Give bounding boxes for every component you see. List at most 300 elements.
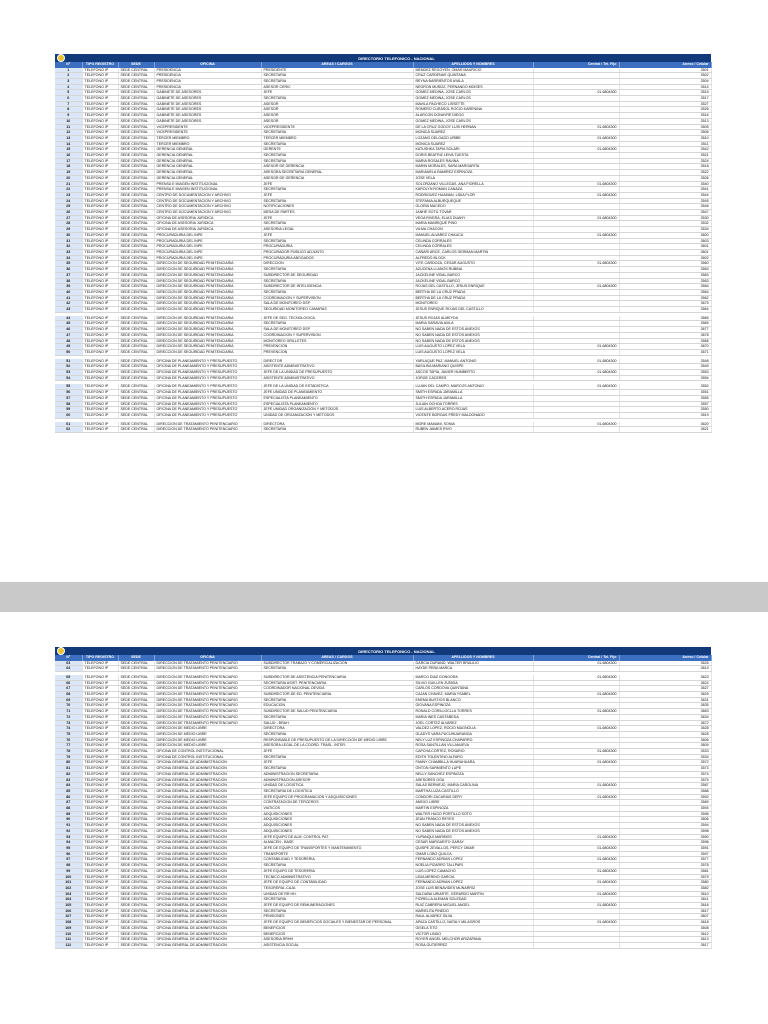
full-name-cell: JACKELINE VIDAL BARCO	[413, 272, 533, 278]
row-number-cell: 70	[55, 703, 82, 709]
record-type-cell: TELEFONO IP	[82, 153, 118, 159]
row-number-cell: 77	[55, 743, 82, 749]
extension-cell: 3575	[619, 777, 711, 783]
office-cell: CENTRO DE DOCUMENTACION Y ARCHIVO	[154, 192, 261, 198]
extension-cell: 3631	[619, 697, 711, 703]
header-record-type: TIPO REGISTRO	[82, 62, 118, 68]
record-type-cell: TELEFONO IP	[82, 840, 118, 846]
record-type-cell: TELEFONO IP	[82, 931, 118, 937]
office-cell: DIRECCION DE TRATAMIENTO PENITENCIARIO	[154, 675, 261, 680]
record-type-cell: TELEFONO IP	[82, 407, 118, 413]
position-cell: TESORERIA -CAJA	[261, 885, 413, 891]
position-cell: SECRETARIA	[261, 158, 413, 164]
position-cell: JEFE EQUIPO DE TESORERIA	[261, 868, 413, 874]
row-number-cell: 11	[55, 124, 82, 130]
extension-cell: 3635	[619, 703, 711, 709]
office-seat-cell: SEDE CENTRAL	[118, 295, 154, 301]
office-cell: OFICINA GENERAL DE ADMINISTRACION	[154, 766, 261, 772]
landline-cell: 01-6804300	[533, 284, 619, 290]
record-type-cell: TELEFONO IP	[82, 284, 118, 290]
position-cell: BENEFICIOS	[261, 931, 413, 937]
office-cell: CENTRO DE DOCUMENTACION Y ARCHIVO	[154, 198, 261, 204]
record-type-cell: TELEFONO IP	[82, 422, 118, 427]
office-seat-cell: SEDE CENTRAL	[118, 375, 154, 381]
full-name-cell: NEGRON MUÑOZ, FERNANDO MOISES	[413, 84, 533, 90]
record-type-cell: TELEFONO IP	[82, 73, 118, 79]
logo-cell	[55, 647, 82, 655]
office-seat-cell: SEDE CENTRAL	[118, 261, 154, 267]
office-cell: DIRECCION DE TRATAMIENTO PENITENCIARIO	[154, 661, 261, 666]
office-seat-cell: SEDE CENTRAL	[118, 766, 154, 772]
record-type-cell: TELEFONO IP	[82, 851, 118, 857]
row-number-cell: 108	[55, 920, 82, 926]
row-number-cell: 35	[55, 261, 82, 267]
office-seat-cell: SEDE CENTRAL	[118, 703, 154, 709]
record-type-cell: TELEFONO IP	[82, 295, 118, 301]
extension-cell: 3551	[619, 390, 711, 396]
full-name-cell: KATUSHKA TAPIA SOLARI	[413, 147, 533, 153]
record-type-cell: TELEFONO IP	[82, 709, 118, 715]
record-type-cell: TELEFONO IP	[82, 344, 118, 350]
landline-cell: 01-6804300	[533, 692, 619, 698]
office-seat-cell: SEDE CENTRAL	[118, 130, 154, 136]
office-cell: DIRECCION DE SEGURIDAD PENITENCIARIA	[154, 261, 261, 267]
row-number-cell: 93	[55, 834, 82, 840]
office-cell: OFICINA DE PLANEAMIENTO Y PRESUPUESTO	[154, 390, 261, 396]
office-cell: OFICINA DE CONTROL INSTITUCIONAL	[154, 754, 261, 760]
record-type-cell: TELEFONO IP	[82, 697, 118, 703]
row-number-cell: 34	[55, 255, 82, 261]
record-type-cell: TELEFONO IP	[82, 250, 118, 256]
full-name-cell: LUIS LOPEZ CAMACHO	[413, 868, 533, 874]
office-cell: OFICINA DE PLANEAMIENTO Y PRESUPUESTO	[154, 364, 261, 370]
office-seat-cell: SEDE CENTRAL	[118, 141, 154, 147]
extension-cell: 3573	[619, 766, 711, 772]
record-type-cell: TELEFONO IP	[82, 401, 118, 407]
office-cell: OFICINA GENERAL DE ADMINISTRACION	[154, 788, 261, 794]
position-cell: VICEPRESIDENTE	[261, 124, 413, 130]
full-name-cell: RODRIGUEZ HUAMAN, LIDIA FLOR	[413, 192, 533, 198]
record-type-cell: TELEFONO IP	[82, 891, 118, 897]
record-type-cell: TELEFONO IP	[82, 846, 118, 852]
position-cell: JEFE UNIDAD DE PLANEAMIENTO	[261, 390, 413, 396]
office-cell: DIRECCION DE SEGURIDAD PENITENCIARIA	[154, 289, 261, 295]
full-name-cell: VALDEZ LOPEZ, ROCIO MAGNOLIA	[413, 726, 533, 732]
record-type-cell: TELEFONO IP	[82, 880, 118, 886]
landline-cell: 01-6804300	[533, 834, 619, 840]
position-cell: SECRETARIA	[261, 221, 413, 227]
extension-cell: 3560	[619, 261, 711, 267]
office-seat-cell: SEDE CENTRAL	[118, 885, 154, 891]
full-name-cell: MARTIN ESPINOZA	[413, 806, 533, 812]
record-type-cell: TELEFONO IP	[82, 720, 118, 726]
position-cell: JEFE DE EQUIPO DE CONTABILIDAD	[261, 880, 413, 886]
position-cell: JEFE	[261, 192, 413, 198]
position-cell: JEFE DE EQUIPO DE REMUNERACIONES	[261, 903, 413, 909]
record-type-cell: TELEFONO IP	[82, 874, 118, 880]
position-cell: CONTRATACION DE TERCEROS	[261, 800, 413, 806]
landline-cell	[533, 427, 619, 433]
full-name-cell: EDITH TOLENTINO ALFARO	[413, 754, 533, 760]
office-cell: OFICINA DE ASESORIA JURIDICA	[154, 215, 261, 221]
row-number-cell: 44	[55, 316, 82, 321]
row-number-cell: 112	[55, 942, 82, 948]
position-cell: SECRETARIA DE LOGISTICA	[261, 788, 413, 794]
office-seat-cell: SEDE CENTRAL	[118, 78, 154, 84]
record-type-cell: TELEFONO IP	[82, 227, 118, 233]
row-number-cell: 17	[55, 158, 82, 164]
extension-cell: 3564	[619, 307, 711, 313]
position-cell: GERENTE	[261, 147, 413, 153]
record-type-cell: TELEFONO IP	[82, 908, 118, 914]
header-full-name: APELLIDOS Y NOMBRES	[413, 62, 533, 68]
landline-cell: 01-6804300	[533, 903, 619, 909]
office-cell: OFICINA DE PLANEAMIENTO Y PRESUPUESTO	[154, 384, 261, 389]
record-type-cell: TELEFONO IP	[82, 321, 118, 327]
office-cell: VICEPRESIDENTE	[154, 130, 261, 136]
header-landline: Central / Tel. Fijo	[533, 62, 619, 68]
position-cell: JEFE DE LA UNIDAD DE PRESUPUESTO	[261, 370, 413, 376]
position-cell: ASESOR DE GERENCIA	[261, 164, 413, 170]
extension-cell: 3628	[619, 726, 711, 732]
row-number-cell: 53	[55, 370, 82, 376]
office-seat-cell: SEDE CENTRAL	[118, 686, 154, 692]
row-number-cell: 67	[55, 686, 82, 692]
record-type-cell: TELEFONO IP	[82, 267, 118, 273]
landline-cell: 01-6804300	[533, 794, 619, 800]
directory-title: DIRECTORIO TELEFONICO - NACIONAL	[82, 54, 711, 62]
extension-cell: 3606	[619, 737, 711, 743]
office-cell: OFICINA DE ASESORIA JURIDICA	[154, 221, 261, 227]
office-cell: GABINETE DE ASESORES	[154, 118, 261, 124]
record-type-cell: TELEFONO IP	[82, 96, 118, 102]
row-number-cell: 3	[55, 78, 82, 84]
row-number-cell: 25	[55, 204, 82, 210]
office-seat-cell: SEDE CENTRAL	[118, 709, 154, 715]
extension-cell: 3534	[619, 227, 711, 233]
position-cell: UNIDAD DE RR.HH.	[261, 891, 413, 897]
position-cell: VIATICOS	[261, 806, 413, 812]
extension-cell: 3526	[619, 175, 711, 181]
office-cell: PROCURADURIA DEL INPE	[154, 232, 261, 238]
extension-cell: 3505	[619, 124, 711, 130]
full-name-cell: MAVILA PACHECO LISSETTE	[413, 101, 533, 107]
extension-cell: 3582	[619, 885, 711, 891]
row-number-cell: 111	[55, 937, 82, 943]
office-cell: OFICINA DE PLANEAMIENTO Y PRESUPUESTO	[154, 375, 261, 381]
row-number-cell: 48	[55, 338, 82, 344]
extension-cell: 3544	[619, 192, 711, 198]
position-cell: ASISTENCIA SOCIAL	[261, 942, 413, 948]
position-cell: ASISTENTE ADMINISTRATIVO	[261, 364, 413, 370]
position-cell: SECRETARIA ASIST. PENITENCIARIA	[261, 680, 413, 686]
record-type-cell: TELEFONO IP	[82, 215, 118, 221]
row-number-cell: 31	[55, 238, 82, 244]
office-cell: TERCER MIEMBRO	[154, 141, 261, 147]
position-cell: ASESORIA LEGAL	[261, 227, 413, 233]
office-seat-cell: SEDE CENTRAL	[118, 743, 154, 749]
row-number-cell: 45	[55, 321, 82, 327]
full-name-cell: VICTOR LINDO	[413, 931, 533, 937]
position-cell: SUBDIRECTOR DE ASISTENCIA PENITENCIARIA	[261, 675, 413, 680]
office-seat-cell: SEDE CENTRAL	[118, 891, 154, 897]
landline-cell: 01-6804300	[533, 749, 619, 755]
row-number-cell: 103	[55, 891, 82, 897]
directory-title: DIRECTORIO TELEFONICO - NACIONAL	[82, 647, 711, 655]
office-cell: PROCURADURIA DEL INPE	[154, 244, 261, 250]
full-name-cell: JANHE SOTIL TOVAR	[413, 210, 533, 216]
office-cell: OFICINA GENERAL DE ADMINISTRACION	[154, 823, 261, 829]
header-extension: Anexo / Celular	[619, 62, 711, 68]
office-seat-cell: SEDE CENTRAL	[118, 135, 154, 141]
landline-cell: 01-6804300	[533, 783, 619, 789]
row-number-cell: 55	[55, 384, 82, 389]
record-type-cell: TELEFONO IP	[82, 307, 118, 313]
office-seat-cell: SEDE CENTRAL	[118, 840, 154, 846]
full-name-cell: CESAR MARGARITO GARAY	[413, 840, 533, 846]
record-type-cell: TELEFONO IP	[82, 680, 118, 686]
full-name-cell: VILMA CHACON	[413, 227, 533, 233]
office-cell: OFICINA GENERAL DE ADMINISTRACION	[154, 903, 261, 909]
row-number-cell: 54	[55, 375, 82, 381]
office-cell: OFICINA GENERAL DE ADMINISTRACION	[154, 931, 261, 937]
row-number-cell: 29	[55, 227, 82, 233]
record-type-cell: TELEFONO IP	[82, 68, 118, 73]
record-type-cell: TELEFONO IP	[82, 806, 118, 812]
office-cell: DIRECCION DE SEGURIDAD PENITENCIARIA	[154, 307, 261, 313]
position-cell: PREVENCION	[261, 349, 413, 355]
position-cell: PREVENCION	[261, 344, 413, 350]
header-full-name: APELLIDOS Y NOMBRES	[413, 655, 533, 661]
position-cell: CONTABILIDAD Y TESORERIA	[261, 857, 413, 863]
office-seat-cell: SEDE CENTRAL	[118, 284, 154, 290]
full-name-cell: SMITH ESPADA JARAMILLA	[413, 395, 533, 401]
record-type-cell: TELEFONO IP	[82, 834, 118, 840]
directory-table-2	[55, 647, 712, 949]
full-name-cell: JESUS ROJAS ALMEYDA	[413, 316, 533, 321]
full-name-cell: LUIS AUGUSTO LOPEZ VELA	[413, 349, 533, 355]
record-type-cell: TELEFONO IP	[82, 124, 118, 130]
extension-cell: 3577	[619, 857, 711, 863]
extension-cell: 3617	[619, 908, 711, 914]
position-cell: JEFE DE LA UNIDAD DE ESTADISTICA	[261, 384, 413, 389]
record-type-cell: TELEFONO IP	[82, 661, 118, 666]
extension-cell: 3677	[619, 327, 711, 333]
position-cell: ADQUISICIONES	[261, 828, 413, 834]
record-type-cell: TELEFONO IP	[82, 244, 118, 250]
office-cell: DIRECCION DE SEGURIDAD PENITENCIARIA	[154, 344, 261, 350]
row-number-cell: 92	[55, 828, 82, 834]
office-cell: DIRECCION DE SEGURIDAD PENITENCIARIA	[154, 267, 261, 273]
header-office-seat: SEDE	[118, 655, 154, 661]
full-name-cell: LUIS AUGUSTO LOPEZ VELA	[413, 344, 533, 350]
landline-cell: 01-6804300	[533, 709, 619, 715]
row-number-cell: 101	[55, 880, 82, 886]
full-name-cell: ROSA SANTILLAN VILLANUEVA	[413, 743, 533, 749]
position-cell: SECRETARIA	[261, 863, 413, 869]
office-cell: DIRECCION DE SEGURIDAD PENITENCIARIA	[154, 338, 261, 344]
position-cell: TERCER MIEMBRO	[261, 135, 413, 141]
row-number-cell: 110	[55, 931, 82, 937]
full-name-cell: MONITOREO	[413, 301, 533, 307]
office-cell: CENTRO DE DOCUMENTACION Y ARCHIVO	[154, 204, 261, 210]
extension-cell: 3594	[619, 806, 711, 812]
extension-cell: 3564	[619, 284, 711, 290]
office-cell: DIRECCION DE TRATAMIENTO PENITENCIARIO	[154, 703, 261, 709]
record-type-cell: TELEFONO IP	[82, 238, 118, 244]
record-type-cell: TELEFONO IP	[82, 158, 118, 164]
office-seat-cell: SEDE CENTRAL	[118, 675, 154, 680]
record-type-cell: TELEFONO IP	[82, 107, 118, 113]
extension-cell: 3592	[619, 794, 711, 800]
position-cell: SECRETARIA	[261, 321, 413, 327]
directory-table-1	[55, 54, 712, 433]
full-name-cell: CAJAN CHAVEZ, MARIA YSABEL	[413, 692, 533, 698]
office-cell: CENTRO DE DOCUMENTACION Y ARCHIVO	[154, 210, 261, 216]
full-name-cell: CRUZ CARDENAS QUINTANA	[413, 73, 533, 79]
extension-cell: 3502	[619, 73, 711, 79]
landline-cell: 01-6804300	[533, 90, 619, 96]
position-cell: COORDINACION Y SUPERVISION	[261, 295, 413, 301]
office-cell: OFICINA GENERAL DE ADMINISTRACION	[154, 777, 261, 783]
office-seat-cell: SEDE CENTRAL	[118, 289, 154, 295]
full-name-cell: GOMEZ MEDINA, JOSE CARLOS	[413, 118, 533, 124]
full-name-cell: ROJAS DEL CASTILLO, JESUS ENRIQUE	[413, 284, 533, 290]
office-cell: OFICINA GENERAL DE ADMINISTRACION	[154, 914, 261, 920]
extension-cell: 3621	[619, 427, 711, 433]
row-number-cell: 95	[55, 846, 82, 852]
row-number-cell: 43	[55, 307, 82, 313]
office-seat-cell: SEDE CENTRAL	[118, 73, 154, 79]
row-number-cell: 68	[55, 692, 82, 698]
office-seat-cell: SEDE CENTRAL	[118, 332, 154, 338]
office-seat-cell: SEDE CENTRAL	[118, 307, 154, 313]
full-name-cell: JACKELINE VIDAL BARCO	[413, 278, 533, 284]
office-seat-cell: SEDE CENTRAL	[118, 301, 154, 307]
extension-cell: 3563	[619, 278, 711, 284]
office-seat-cell: SEDE CENTRAL	[118, 96, 154, 102]
office-cell: DIRECCION DE TRATAMIENTO PENITENCIARIO	[154, 697, 261, 703]
record-type-cell: TELEFONO IP	[82, 794, 118, 800]
position-cell: SUBDIRECTOR DE SALUD PENITENCIARIA	[261, 709, 413, 715]
row-number-cell: 90	[55, 817, 82, 823]
position-cell: UNIDAD DE LOGISTICA	[261, 783, 413, 789]
extension-cell: 3589	[619, 800, 711, 806]
office-cell: DIRECCION DE SEGURIDAD PENITENCIARIA	[154, 321, 261, 327]
office-seat-cell: SEDE CENTRAL	[118, 68, 154, 73]
position-cell: DIRECTORA	[261, 726, 413, 732]
extension-cell: 3519	[619, 412, 711, 418]
extension-cell: 3564	[619, 289, 711, 295]
full-name-cell: JOSE VELA	[413, 175, 533, 181]
record-type-cell: TELEFONO IP	[82, 885, 118, 891]
full-name-cell: FIORELLA ALEMAN SOLEDAD	[413, 897, 533, 903]
office-seat-cell: SEDE CENTRAL	[118, 731, 154, 737]
extension-cell: 3601	[619, 250, 711, 256]
extension-cell: 3609	[619, 743, 711, 749]
landline-cell: 01-6804300	[533, 661, 619, 666]
office-cell: DIRECCION DE SEGURIDAD PENITENCIARIA	[154, 349, 261, 355]
extension-cell: 3554	[619, 375, 711, 381]
position-cell: MESA DE PARTES	[261, 210, 413, 216]
landline-cell: 01-6804300	[533, 920, 619, 926]
extension-cell: 3514	[619, 84, 711, 90]
header-office-seat: SEDE	[118, 62, 154, 68]
record-type-cell: TELEFONO IP	[82, 675, 118, 680]
row-number-cell: 19	[55, 170, 82, 176]
row-number-cell: 69	[55, 697, 82, 703]
record-type-cell: TELEFONO IP	[82, 384, 118, 389]
row-number-cell: 79	[55, 754, 82, 760]
position-cell: ASESOR CERIC	[261, 84, 413, 90]
extension-cell: 3596	[619, 840, 711, 846]
full-name-cell: MARIANELA RAMIREZ ESPINOZA	[413, 170, 533, 176]
row-number-cell: 30	[55, 232, 82, 238]
record-type-cell: TELEFONO IP	[82, 164, 118, 170]
logo-cell	[55, 54, 82, 62]
extension-cell: 3524	[619, 158, 711, 164]
office-cell: OFICINA GENERAL DE ADMINISTRACION	[154, 874, 261, 880]
full-name-cell: VITE CARDOZA, CESAR AUGUSTO	[413, 261, 533, 267]
row-number-cell: 78	[55, 749, 82, 755]
office-cell: OFICINA GENERAL DE ADMINISTRACION	[154, 828, 261, 834]
extension-cell: 3578	[619, 863, 711, 869]
full-name-cell: OMAR LOBO QUILCA	[413, 851, 533, 857]
header-office: OFICINA	[154, 655, 261, 661]
row-number-cell: 64	[55, 666, 82, 672]
row-number-cell: 16	[55, 153, 82, 159]
position-cell: ADMINISTRACION ASESOR	[261, 777, 413, 783]
row-number-cell: 13	[55, 135, 82, 141]
extension-cell: 3563	[619, 272, 711, 278]
landline-cell	[533, 942, 619, 948]
position-cell: JEFE	[261, 90, 413, 96]
record-type-cell: TELEFONO IP	[82, 714, 118, 720]
office-seat-cell: SEDE CENTRAL	[118, 920, 154, 926]
record-type-cell: TELEFONO IP	[82, 175, 118, 181]
office-seat-cell: SEDE CENTRAL	[118, 714, 154, 720]
extension-cell: 3527	[619, 101, 711, 107]
landline-cell: 01-6804300	[533, 384, 619, 389]
full-name-cell: RONALD CORILLOCLLA TORRES	[413, 709, 533, 715]
office-seat-cell: SEDE CENTRAL	[118, 170, 154, 176]
position-cell: SECRETARIA	[261, 666, 413, 672]
landline-cell: 01-6804300	[533, 124, 619, 130]
extension-cell: 3516	[619, 113, 711, 119]
position-cell: JEFE UNIDAD ORGANIZACIÓN Y METODOS	[261, 407, 413, 413]
office-seat-cell: SEDE CENTRAL	[118, 806, 154, 812]
position-cell: JEFE	[261, 215, 413, 221]
row-number-cell: 8	[55, 107, 82, 113]
full-name-cell: MONICA SUAREZ	[413, 130, 533, 136]
extension-cell: 3515	[619, 90, 711, 96]
extension-cell: 3618	[619, 920, 711, 926]
full-name-cell: RAUL ALVAREZ SILVA	[413, 914, 533, 920]
full-name-cell: JESUS ENRIQUE ROJAS DEL CASTILLO	[413, 307, 533, 313]
full-name-cell: MARIA ROSALES RAVINA	[413, 158, 533, 164]
extension-cell: 3555	[619, 395, 711, 401]
record-type-cell: TELEFONO IP	[82, 800, 118, 806]
header-number: Nº	[55, 655, 82, 661]
position-cell: DIRECTORA	[261, 422, 413, 427]
position-cell: SECRETARIA	[261, 238, 413, 244]
office-cell: PRESIDENCIA	[154, 73, 261, 79]
office-seat-cell: SEDE CENTRAL	[118, 749, 154, 755]
full-name-cell: DORIS BEATRIZ LEIVA TUESTA	[413, 153, 533, 159]
position-cell: SECRETARIA	[261, 187, 413, 193]
landline-cell: 01-6804300	[533, 215, 619, 221]
position-cell: SALA DE MONITOREO DSP	[261, 301, 413, 307]
